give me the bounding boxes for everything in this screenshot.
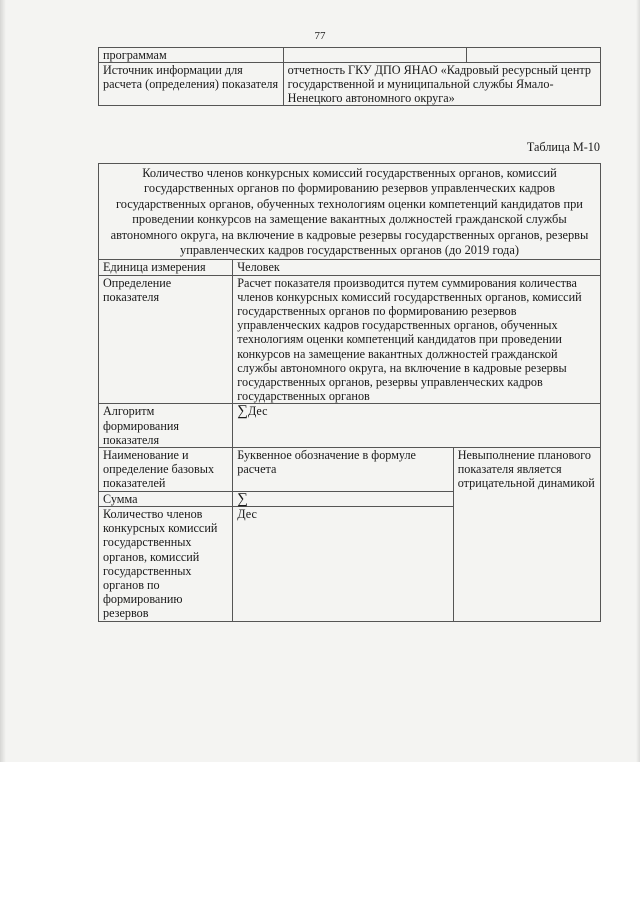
table-row	[99, 448, 601, 492]
table-row	[99, 48, 601, 63]
empty-cell	[467, 48, 601, 63]
count-value: Дес	[233, 506, 453, 621]
table-row	[99, 63, 601, 106]
blank-area	[0, 762, 640, 905]
source-table	[98, 47, 601, 106]
source-label: Источник информации для расчета (определения) показателя	[99, 63, 284, 106]
source-value: отчетность ГКУ ДПО ЯНАО «Кадровый ресурсный центр государственной и муниципальной службы Ямало-Ненецкого автономного округа»	[283, 63, 600, 106]
page-shadow-right	[636, 0, 640, 762]
empty-cell	[283, 48, 467, 63]
count-label: Количество членов конкурсных комиссий государственных органов, комиссий государственных органов по формированию резервов	[99, 506, 233, 621]
algorithm-formula	[233, 404, 601, 448]
table-label: Таблица М-10	[526, 140, 600, 154]
programs-cell: программам	[99, 48, 284, 63]
formula-header: Буквенное обозначение в формуле расчета	[233, 448, 453, 492]
page-number: 77	[314, 30, 326, 42]
algorithm-value: Дес	[247, 404, 268, 419]
note-cell: Невыполнение планового показателя является отрицательной динамикой	[453, 448, 600, 621]
sum-label: Сумма	[99, 491, 233, 506]
page-shadow-left	[0, 0, 6, 762]
sum-formula	[233, 491, 453, 506]
table-row	[99, 404, 601, 448]
table-row	[99, 260, 601, 275]
table-row	[99, 164, 601, 260]
indicator-table	[98, 163, 601, 622]
sum-sign-icon: ∑	[237, 403, 248, 420]
indicator-title: Количество членов конкурсных комиссий государственных органов, комиссий государственных органов по формированию резервов управленческих кадров государственных органов, обученных технологиям оценки компетенций кандидатов при проведении конкурсов на замещение вакантных должностей гражданской службы автономного округа, на включение в кадровые резервы государственных органов, резервы управленческих кадров государственных органов (до 2019 года)	[99, 164, 601, 260]
unit-value: Человек	[233, 260, 601, 275]
sum-sign-icon: ∑	[237, 490, 248, 507]
base-names-label: Наименование и определение базовых показателей	[99, 448, 233, 492]
table-row	[99, 275, 601, 404]
definition-label: Определение показателя	[99, 275, 233, 404]
algorithm-label: Алгоритм формирования показателя	[99, 404, 233, 448]
definition-value: Расчет показателя производится путем суммирования количества членов конкурсных комиссий государственных органов, комиссий государственных органов по формированию резервов управленческих кадров государственных органов, обученных технологиям оценки компетенций кандидатов при проведении конкурсов на замещение вакантных должностей гражданской службы автономного округа, на включение в кадровые резервы государственных органов, резервы управленческих кадров государственных органов	[233, 275, 601, 404]
unit-label: Единица измерения	[99, 260, 233, 275]
